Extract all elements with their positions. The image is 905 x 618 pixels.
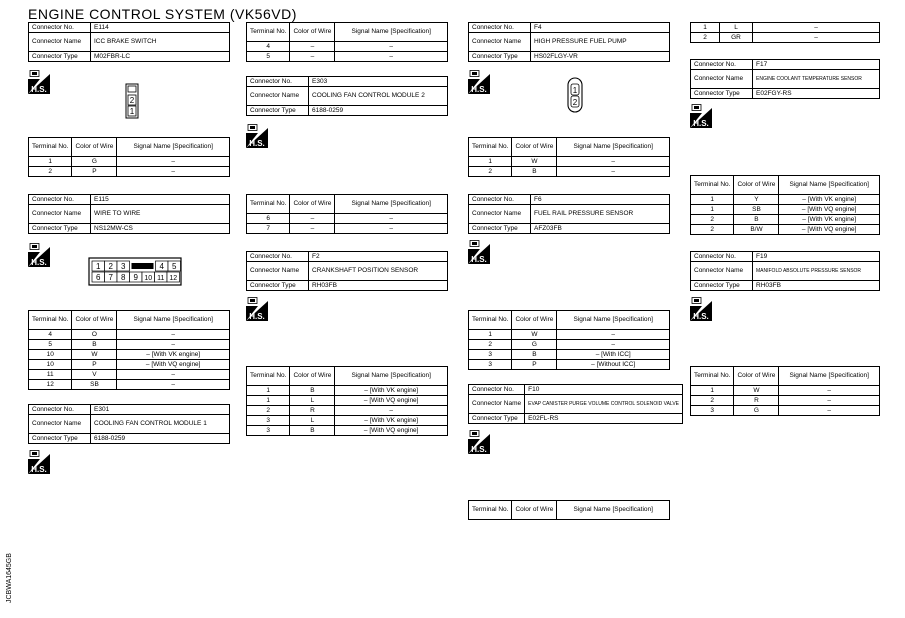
svg-text:H.S.: H.S.: [471, 445, 487, 454]
terminal-no: 2: [691, 225, 734, 235]
connector-name-label: Connector Name: [469, 395, 525, 414]
connector-type-label: Connector Type: [469, 414, 525, 424]
signal-name: –: [117, 167, 230, 177]
svg-text:H.S.: H.S.: [471, 85, 487, 94]
signal-name: –: [117, 330, 230, 340]
wire-color: SB: [72, 380, 117, 390]
table-row: [29, 380, 230, 390]
wire-color: P: [72, 167, 117, 177]
signal-name: –: [557, 340, 670, 350]
connector-no-label: Connector No.: [469, 195, 531, 205]
table-row: [691, 205, 880, 215]
table-row: [29, 157, 230, 167]
signal-name-header: Signal Name [Specification]: [557, 501, 670, 520]
signal-name-header: Signal Name [Specification]: [335, 195, 448, 214]
connector-no-value: E301: [91, 405, 230, 415]
connector-info-f10: [468, 384, 680, 424]
table-row: [247, 386, 448, 396]
signal-name-header: Signal Name [Specification]: [779, 176, 880, 195]
harness-side-icon: [690, 104, 712, 128]
svg-text:3: 3: [121, 262, 126, 271]
signal-name: –: [779, 396, 880, 406]
connector-type-value: NS12MW-CS: [91, 224, 230, 234]
terminal-no: 3: [691, 406, 734, 416]
color-of-wire-header: Color of Wire: [290, 23, 335, 42]
connector-no-label: Connector No.: [247, 252, 309, 262]
wire-color: L: [290, 416, 335, 426]
connector-name-value: WIRE TO WIRE: [91, 205, 230, 224]
terminal-no: 1: [29, 157, 72, 167]
harness-side-icon: [28, 70, 50, 94]
terminal-no: 11: [29, 370, 72, 380]
document-code: [3, 545, 13, 605]
connector-name-label: Connector Name: [691, 262, 753, 281]
table-row: [247, 52, 448, 62]
connector-name-label: Connector Name: [29, 205, 91, 224]
table-row: [29, 167, 230, 177]
wire-color: O: [72, 330, 117, 340]
connector-type-label: Connector Type: [247, 106, 309, 116]
terminal-no: 1: [247, 386, 290, 396]
color-of-wire-header: Color of Wire: [72, 311, 117, 330]
terminal-no-header: Terminal No.: [691, 367, 734, 386]
connector-no-value: E115: [91, 195, 230, 205]
terminal-table-f19: [690, 366, 880, 416]
harness-side-icon: [468, 240, 490, 264]
connector-type-label: Connector Type: [29, 52, 91, 62]
svg-text:1: 1: [129, 107, 135, 116]
connector-no-label: Connector No.: [469, 23, 531, 33]
table-row: [691, 406, 880, 416]
color-of-wire-header: Color of Wire: [512, 501, 557, 520]
signal-name: – [With ICC]: [557, 350, 670, 360]
wire-color: B: [512, 167, 557, 177]
signal-name: –: [335, 224, 448, 234]
wire-color: P: [72, 360, 117, 370]
connector-no-label: Connector No.: [469, 385, 525, 395]
svg-text:4: 4: [159, 262, 164, 271]
wire-color: W: [512, 330, 557, 340]
connector-info-e114: [28, 22, 230, 62]
terminal-no-header: Terminal No.: [469, 501, 512, 520]
terminal-no-header: Terminal No.: [29, 311, 72, 330]
signal-name: –: [117, 370, 230, 380]
connector-face-f4: [565, 76, 585, 119]
connector-type-label: Connector Type: [691, 281, 753, 291]
connector-type-label: Connector Type: [29, 434, 91, 444]
connector-no-value: F4: [531, 23, 670, 33]
wire-color: V: [72, 370, 117, 380]
connector-name-label: Connector Name: [469, 205, 531, 224]
connector-info-f2: [246, 251, 448, 291]
harness-side-icon: [246, 124, 268, 148]
harness-side-icon: [28, 450, 50, 474]
connector-type-label: Connector Type: [469, 52, 531, 62]
table-row: [469, 350, 670, 360]
signal-name: – [With VK engine]: [335, 416, 448, 426]
wire-color: L: [290, 396, 335, 406]
terminal-table-f4: [468, 137, 670, 177]
terminal-no: 1: [691, 23, 720, 33]
connector-type-label: Connector Type: [247, 281, 309, 291]
connector-info-f6: [468, 194, 670, 234]
connector-name-label: Connector Name: [29, 33, 91, 52]
svg-text:H.S.: H.S.: [249, 139, 265, 148]
signal-name-header: Signal Name [Specification]: [557, 311, 670, 330]
terminal-no: 5: [247, 52, 290, 62]
terminal-no: 2: [691, 33, 720, 43]
wire-color: B: [72, 340, 117, 350]
signal-name: –: [335, 42, 448, 52]
signal-name: –: [117, 380, 230, 390]
table-row: [29, 350, 230, 360]
wire-color: –: [290, 42, 335, 52]
signal-name: –: [335, 406, 448, 416]
terminal-no: 2: [247, 406, 290, 416]
terminal-table-e301: [246, 22, 448, 62]
terminal-no: 2: [29, 167, 72, 177]
svg-text:H.S.: H.S.: [693, 312, 709, 321]
svg-text:8: 8: [121, 273, 126, 282]
connector-no-value: E303: [309, 77, 448, 87]
terminal-no: 12: [29, 380, 72, 390]
signal-name: – [With VQ engine]: [335, 426, 448, 436]
terminal-table-e303: [246, 194, 448, 234]
connector-name-value: COOLING FAN CONTROL MODULE 1: [91, 415, 230, 434]
signal-name: –: [117, 340, 230, 350]
terminal-no: 6: [247, 214, 290, 224]
terminal-table-f2: [246, 366, 448, 436]
connector-face-e114: [122, 82, 142, 125]
signal-name: –: [335, 52, 448, 62]
connector-info-f19: [690, 251, 880, 291]
connector-no-value: F19: [753, 252, 880, 262]
signal-name-header: Signal Name [Specification]: [117, 138, 230, 157]
connector-info-f4: [468, 22, 670, 62]
connector-no-label: Connector No.: [691, 60, 753, 70]
signal-name: – [With VQ engine]: [779, 205, 880, 215]
connector-type-value: E02FL-RS: [525, 414, 683, 424]
terminal-no: 10: [29, 350, 72, 360]
wire-color: –: [290, 224, 335, 234]
connector-no-value: F2: [309, 252, 448, 262]
signal-name: –: [753, 33, 880, 43]
harness-side-icon: [468, 430, 490, 454]
svg-text:7: 7: [108, 273, 113, 282]
table-row: [469, 167, 670, 177]
connector-info-e301: [28, 404, 230, 444]
connector-name-value: EVAP CANISTER PURGE VOLUME CONTROL SOLENOID VALVE: [525, 395, 683, 414]
color-of-wire-header: Color of Wire: [512, 138, 557, 157]
terminal-no: 4: [247, 42, 290, 52]
connector-no-label: Connector No.: [29, 23, 91, 33]
table-row: [247, 426, 448, 436]
table-row: [691, 23, 880, 33]
connector-no-value: F6: [531, 195, 670, 205]
svg-text:H.S.: H.S.: [31, 465, 47, 474]
color-of-wire-header: Color of Wire: [290, 195, 335, 214]
connector-type-value: HS02FLGY-VR: [531, 52, 670, 62]
table-row: [247, 42, 448, 52]
signal-name: –: [557, 167, 670, 177]
signal-name: – [With VK engine]: [335, 386, 448, 396]
terminal-no: 2: [691, 215, 734, 225]
table-row: [29, 330, 230, 340]
table-row: [247, 396, 448, 406]
signal-name: –: [335, 214, 448, 224]
connector-info-f17: [690, 59, 880, 99]
connector-type-value: M02FBR-LC: [91, 52, 230, 62]
connector-type-value: RH03FB: [309, 281, 448, 291]
connector-info-e115: [28, 194, 230, 234]
svg-text:H.S.: H.S.: [249, 312, 265, 321]
table-row: [691, 396, 880, 406]
connector-name-value: ENGINE COOLANT TEMPERATURE SENSOR: [753, 70, 880, 89]
signal-name: – [With VK engine]: [779, 215, 880, 225]
wire-color: Y: [734, 195, 779, 205]
connector-name-value: COOLING FAN CONTROL MODULE 2: [309, 87, 448, 106]
signal-name: – [With VQ engine]: [335, 396, 448, 406]
harness-side-icon: [246, 297, 268, 321]
connector-no-label: Connector No.: [691, 252, 753, 262]
svg-text:H.S.: H.S.: [31, 85, 47, 94]
connector-type-value: E02FGY-RS: [753, 89, 880, 99]
connector-type-label: Connector Type: [469, 224, 531, 234]
connector-name-label: Connector Name: [247, 87, 309, 106]
signal-name: –: [117, 157, 230, 167]
svg-text:1: 1: [96, 262, 101, 271]
wire-color: G: [512, 340, 557, 350]
wire-color: L: [720, 23, 753, 33]
terminal-no: 10: [29, 360, 72, 370]
connector-type-value: 6188-0259: [91, 434, 230, 444]
signal-name-header: Signal Name [Specification]: [557, 138, 670, 157]
svg-text:H.S.: H.S.: [693, 119, 709, 128]
terminal-no: 5: [29, 340, 72, 350]
terminal-no: 1: [469, 330, 512, 340]
color-of-wire-header: Color of Wire: [72, 138, 117, 157]
svg-text:5: 5: [172, 262, 177, 271]
wire-color: SB: [734, 205, 779, 215]
signal-name-header: Signal Name [Specification]: [779, 367, 880, 386]
signal-name: –: [557, 330, 670, 340]
connector-info-e303: [246, 76, 448, 116]
terminal-table-f6: [468, 310, 670, 370]
terminal-no: 2: [469, 340, 512, 350]
wire-color: G: [734, 406, 779, 416]
connector-name-label: Connector Name: [469, 33, 531, 52]
table-row: [469, 360, 670, 370]
terminal-no: 3: [469, 350, 512, 360]
signal-name-header: Signal Name [Specification]: [335, 23, 448, 42]
table-row: [469, 340, 670, 350]
table-row: [29, 360, 230, 370]
svg-text:11: 11: [157, 275, 165, 282]
color-of-wire-header: Color of Wire: [734, 176, 779, 195]
terminal-no: 3: [469, 360, 512, 370]
signal-name: –: [779, 406, 880, 416]
wire-color: W: [734, 386, 779, 396]
terminal-no-header: Terminal No.: [247, 367, 290, 386]
connector-name-value: MANIFOLD ABSOLUTE PRESSURE SENSOR: [753, 262, 880, 281]
terminal-no: 1: [691, 386, 734, 396]
terminal-no: 4: [29, 330, 72, 340]
signal-name: –: [557, 157, 670, 167]
terminal-no-header: Terminal No.: [691, 176, 734, 195]
table-row: [691, 225, 880, 235]
connector-type-value: AFZ03FB: [531, 224, 670, 234]
terminal-no-header: Terminal No.: [247, 23, 290, 42]
signal-name-header: Signal Name [Specification]: [117, 311, 230, 330]
connector-type-value: RH03FB: [753, 281, 880, 291]
terminal-no-header: Terminal No.: [469, 311, 512, 330]
svg-text:2: 2: [108, 262, 113, 271]
terminal-no-header: Terminal No.: [29, 138, 72, 157]
terminal-no: 1: [247, 396, 290, 406]
connector-no-label: Connector No.: [247, 77, 309, 87]
svg-text:12: 12: [169, 275, 178, 282]
svg-text:6: 6: [96, 273, 101, 282]
connector-no-label: Connector No.: [29, 405, 91, 415]
connector-name-value: ICC BRAKE SWITCH: [91, 33, 230, 52]
harness-side-icon: [690, 297, 712, 321]
terminal-no: 2: [469, 167, 512, 177]
color-of-wire-header: Color of Wire: [734, 367, 779, 386]
wire-color: W: [512, 157, 557, 167]
table-row: [29, 340, 230, 350]
terminal-no: 1: [691, 205, 734, 215]
terminal-no: 1: [469, 157, 512, 167]
connector-no-value: F10: [525, 385, 683, 395]
table-row: [247, 224, 448, 234]
connector-no-value: F17: [753, 60, 880, 70]
terminal-table-e114: [28, 137, 230, 177]
signal-name: – [With VK engine]: [779, 195, 880, 205]
wire-color: B: [290, 426, 335, 436]
wire-color: –: [290, 214, 335, 224]
table-row: [247, 406, 448, 416]
terminal-table-f10: [690, 22, 880, 43]
svg-text:JCBWA1645GB: JCBWA1645GB: [6, 553, 13, 603]
terminal-no: 1: [691, 195, 734, 205]
connector-name-label: Connector Name: [691, 70, 753, 89]
connector-name-label: Connector Name: [247, 262, 309, 281]
table-row: [691, 215, 880, 225]
connector-no-label: Connector No.: [29, 195, 91, 205]
wire-color: –: [290, 52, 335, 62]
signal-name: – [With VQ engine]: [779, 225, 880, 235]
terminal-no: 7: [247, 224, 290, 234]
connector-no-value: E114: [91, 23, 230, 33]
terminal-table-f10: [468, 500, 670, 520]
terminal-no: 2: [691, 396, 734, 406]
svg-text:9: 9: [133, 273, 138, 282]
connector-type-label: Connector Type: [29, 224, 91, 234]
wire-color: R: [290, 406, 335, 416]
terminal-no: 3: [247, 416, 290, 426]
terminal-no-header: Terminal No.: [247, 195, 290, 214]
table-row: [691, 33, 880, 43]
wire-color: B: [290, 386, 335, 396]
signal-name: –: [753, 23, 880, 33]
wire-color: W: [72, 350, 117, 360]
table-row: [691, 195, 880, 205]
table-row: [691, 386, 880, 396]
table-row: [29, 370, 230, 380]
svg-text:H.S.: H.S.: [31, 258, 47, 267]
harness-side-icon: [468, 70, 490, 94]
table-row: [469, 157, 670, 167]
wire-color: B/W: [734, 225, 779, 235]
wire-color: P: [512, 360, 557, 370]
connector-name-value: CRANKSHAFT POSITION SENSOR: [309, 262, 448, 281]
page-title: ENGINE CONTROL SYSTEM (VK56VD): [28, 6, 297, 22]
svg-text:H.S.: H.S.: [471, 255, 487, 264]
svg-text:2: 2: [572, 98, 578, 107]
terminal-table-e115: [28, 310, 230, 390]
signal-name: – [With VQ engine]: [117, 360, 230, 370]
terminal-no-header: Terminal No.: [469, 138, 512, 157]
connector-name-value: FUEL RAIL PRESSURE SENSOR: [531, 205, 670, 224]
connector-name-label: Connector Name: [29, 415, 91, 434]
signal-name: – [Without ICC]: [557, 360, 670, 370]
harness-side-icon: [28, 243, 50, 267]
connector-type-label: Connector Type: [691, 89, 753, 99]
connector-name-value: HIGH PRESSURE FUEL PUMP: [531, 33, 670, 52]
signal-name-header: Signal Name [Specification]: [335, 367, 448, 386]
color-of-wire-header: Color of Wire: [290, 367, 335, 386]
svg-text:10: 10: [144, 275, 153, 282]
table-row: [247, 416, 448, 426]
table-row: [247, 214, 448, 224]
wire-color: R: [734, 396, 779, 406]
svg-text:1: 1: [572, 86, 578, 95]
terminal-table-f17: [690, 175, 880, 235]
table-row: [469, 330, 670, 340]
wire-color: B: [512, 350, 557, 360]
svg-text:2: 2: [129, 96, 135, 105]
wire-color: GR: [720, 33, 753, 43]
connector-type-value: 6188-0259: [309, 106, 448, 116]
terminal-no: 3: [247, 426, 290, 436]
wire-color: B: [734, 215, 779, 225]
connector-face-e115: [88, 257, 184, 292]
signal-name: – [With VK engine]: [117, 350, 230, 360]
wire-color: G: [72, 157, 117, 167]
color-of-wire-header: Color of Wire: [512, 311, 557, 330]
signal-name: –: [779, 386, 880, 396]
